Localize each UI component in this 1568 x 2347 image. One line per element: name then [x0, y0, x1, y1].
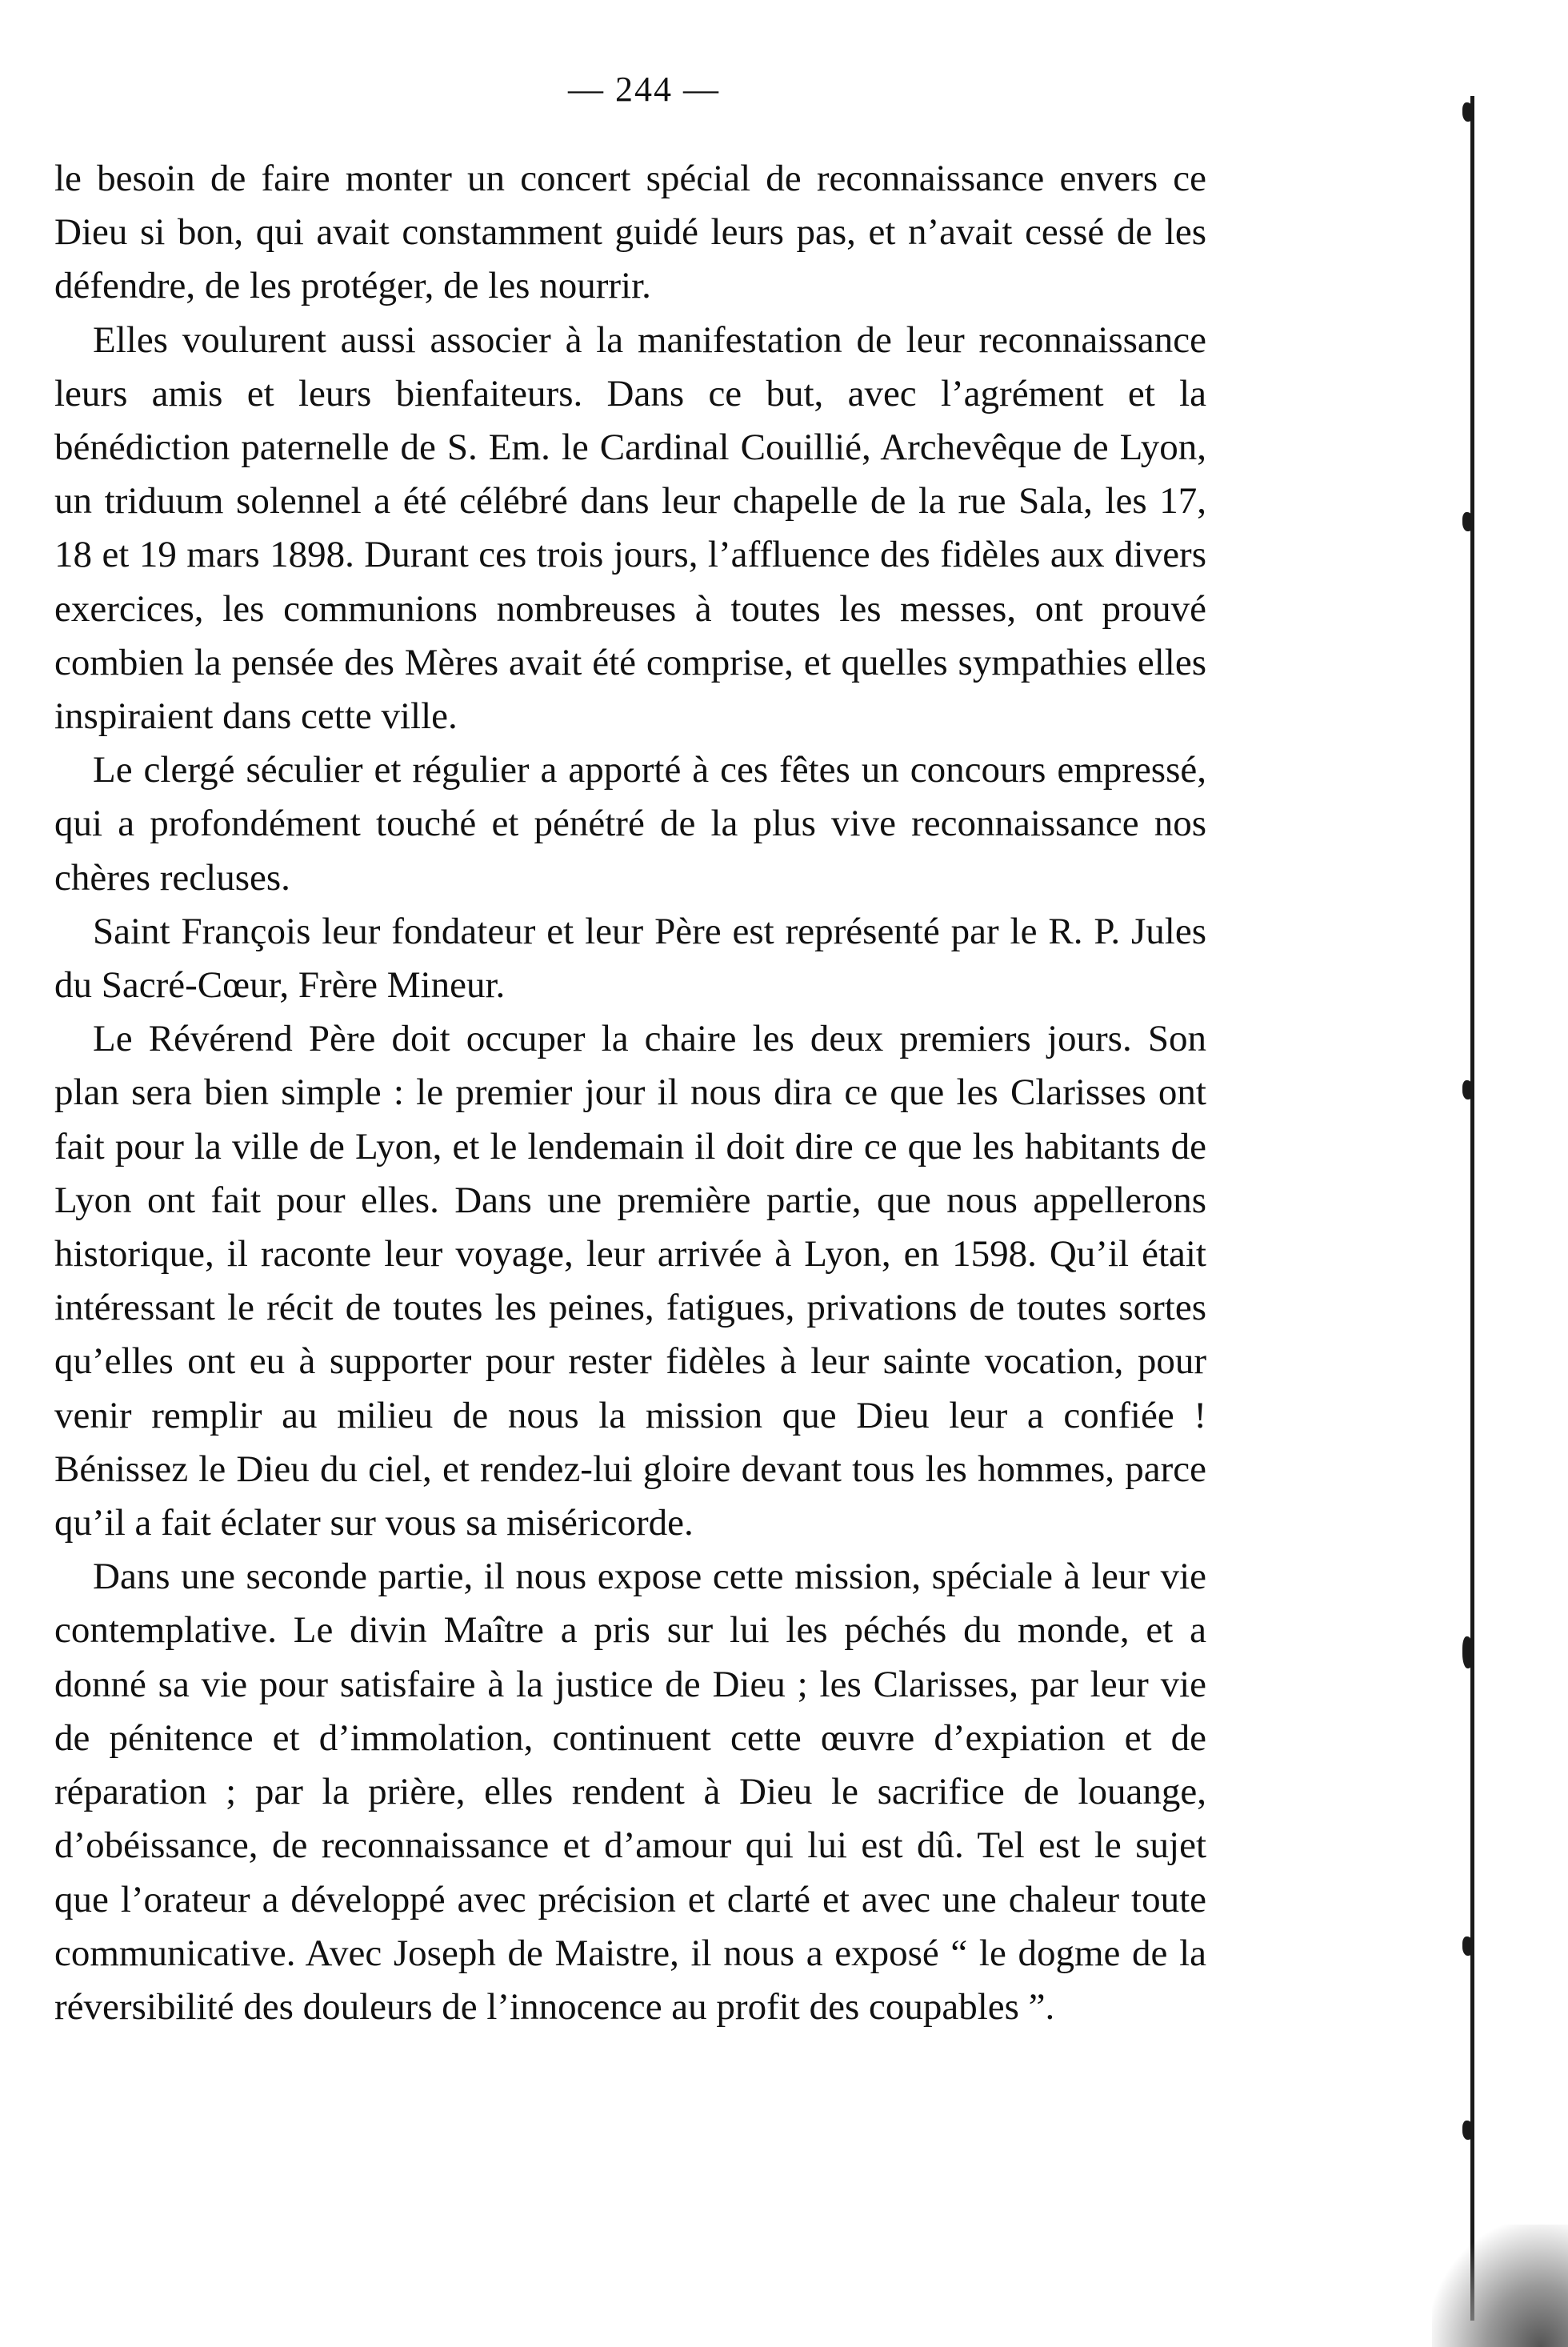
body-text: [54, 152, 1206, 2034]
paragraph-6: Dans une seconde partie, il nous expose cette mission, spéciale à leur vie contemplative. Le divin Maître a pris sur lui les péchés du monde, et a donné sa vie pour satisfaire à la justice de Dieu ; les Clarisses, par leur vie de pénitence et d’immolation, continuent cette œuvre d’expiation et de réparation ; par la prière, elles rendent à Dieu le sacrifice de louange, d’obéissance, de reconnaissance et d’amour qui lui est dû. Tel est le sujet que l’orateur a développé avec précision et clarté et avec une chaleur toute communicative. Avec Joseph de Maistre, il nous a exposé “ le dogme de la réversibilité des douleurs de l’innocence au profit des coupables ”.: [54, 1556, 1206, 2028]
paragraph-5: Le Révérend Père doit occuper la chaire les deux premiers jours. Son plan sera bien simple : le premier jour il nous dira ce que les Clarisses ont fait pour la ville de Lyon, et le lendemain il doit dire ce que les habitants de Lyon ont fait pour elles. Dans une première partie, que nous appellerons historique, il raconte leur voyage, leur arrivée à Lyon, en 1598. Qu’il était intéressant le récit de toutes les peines, fatigues, privations de toutes sortes qu’elles ont eu à supporter pour rester fidèles à leur sainte vocation, pour venir remplir au milieu de nous la mission que Dieu leur a confiée ! Bénissez le Dieu du ciel, et rendez-lui gloire devant tous les hommes, parce qu’il a fait éclater sur vous sa miséricorde.: [54, 1018, 1206, 1544]
page-edge-line: [1470, 96, 1474, 2321]
page-number: — 244 —: [568, 70, 720, 109]
page-corner-shadow: [1432, 2225, 1568, 2347]
paragraph-3: Le clergé séculier et régulier a apporté à ces fêtes un concours empressé, qui a profondément touché et pénétré de la plus vive reconnaissance nos chères recluses.: [54, 749, 1206, 899]
page-edge-mark: [1462, 512, 1474, 531]
page-edge-mark: [1462, 102, 1474, 122]
page-edge-mark: [1462, 1080, 1474, 1099]
page-edge-mark: [1462, 2121, 1474, 2140]
paragraph-4: Saint François leur fondateur et leur Père est représenté par le R. P. Jules du Sacré-Cœur, Frère Mineur.: [54, 910, 1206, 1007]
page-edge-mark: [1462, 1936, 1474, 1956]
paragraph-2: Elles voulurent aussi associer à la manifestation de leur reconnaissance leurs amis et leurs bienfaiteurs. Dans ce but, avec l’agrément et la bénédiction paternelle de S. Em. le Cardinal Couillié, Archevêque de Lyon, un triduum solennel a été célébré dans leur chapelle de la rue Sala, les 17, 18 et 19 mars 1898. Durant ces trois jours, l’affluence des fidèles aux divers exercices, les communions nombreuses à toutes les messes, ont prouvé combien la pensée des Mères avait été comprise, et quelles sympathies elles inspiraient dans cette ville.: [54, 318, 1206, 738]
page-edge-mark: [1462, 1636, 1474, 1668]
paragraph-1: le besoin de faire monter un concert spécial de reconnaissance envers ce Dieu si bon, qui avait constamment guidé leurs pas, et n’avait cessé de les défendre, de les protéger, de les nourrir.: [54, 158, 1206, 307]
